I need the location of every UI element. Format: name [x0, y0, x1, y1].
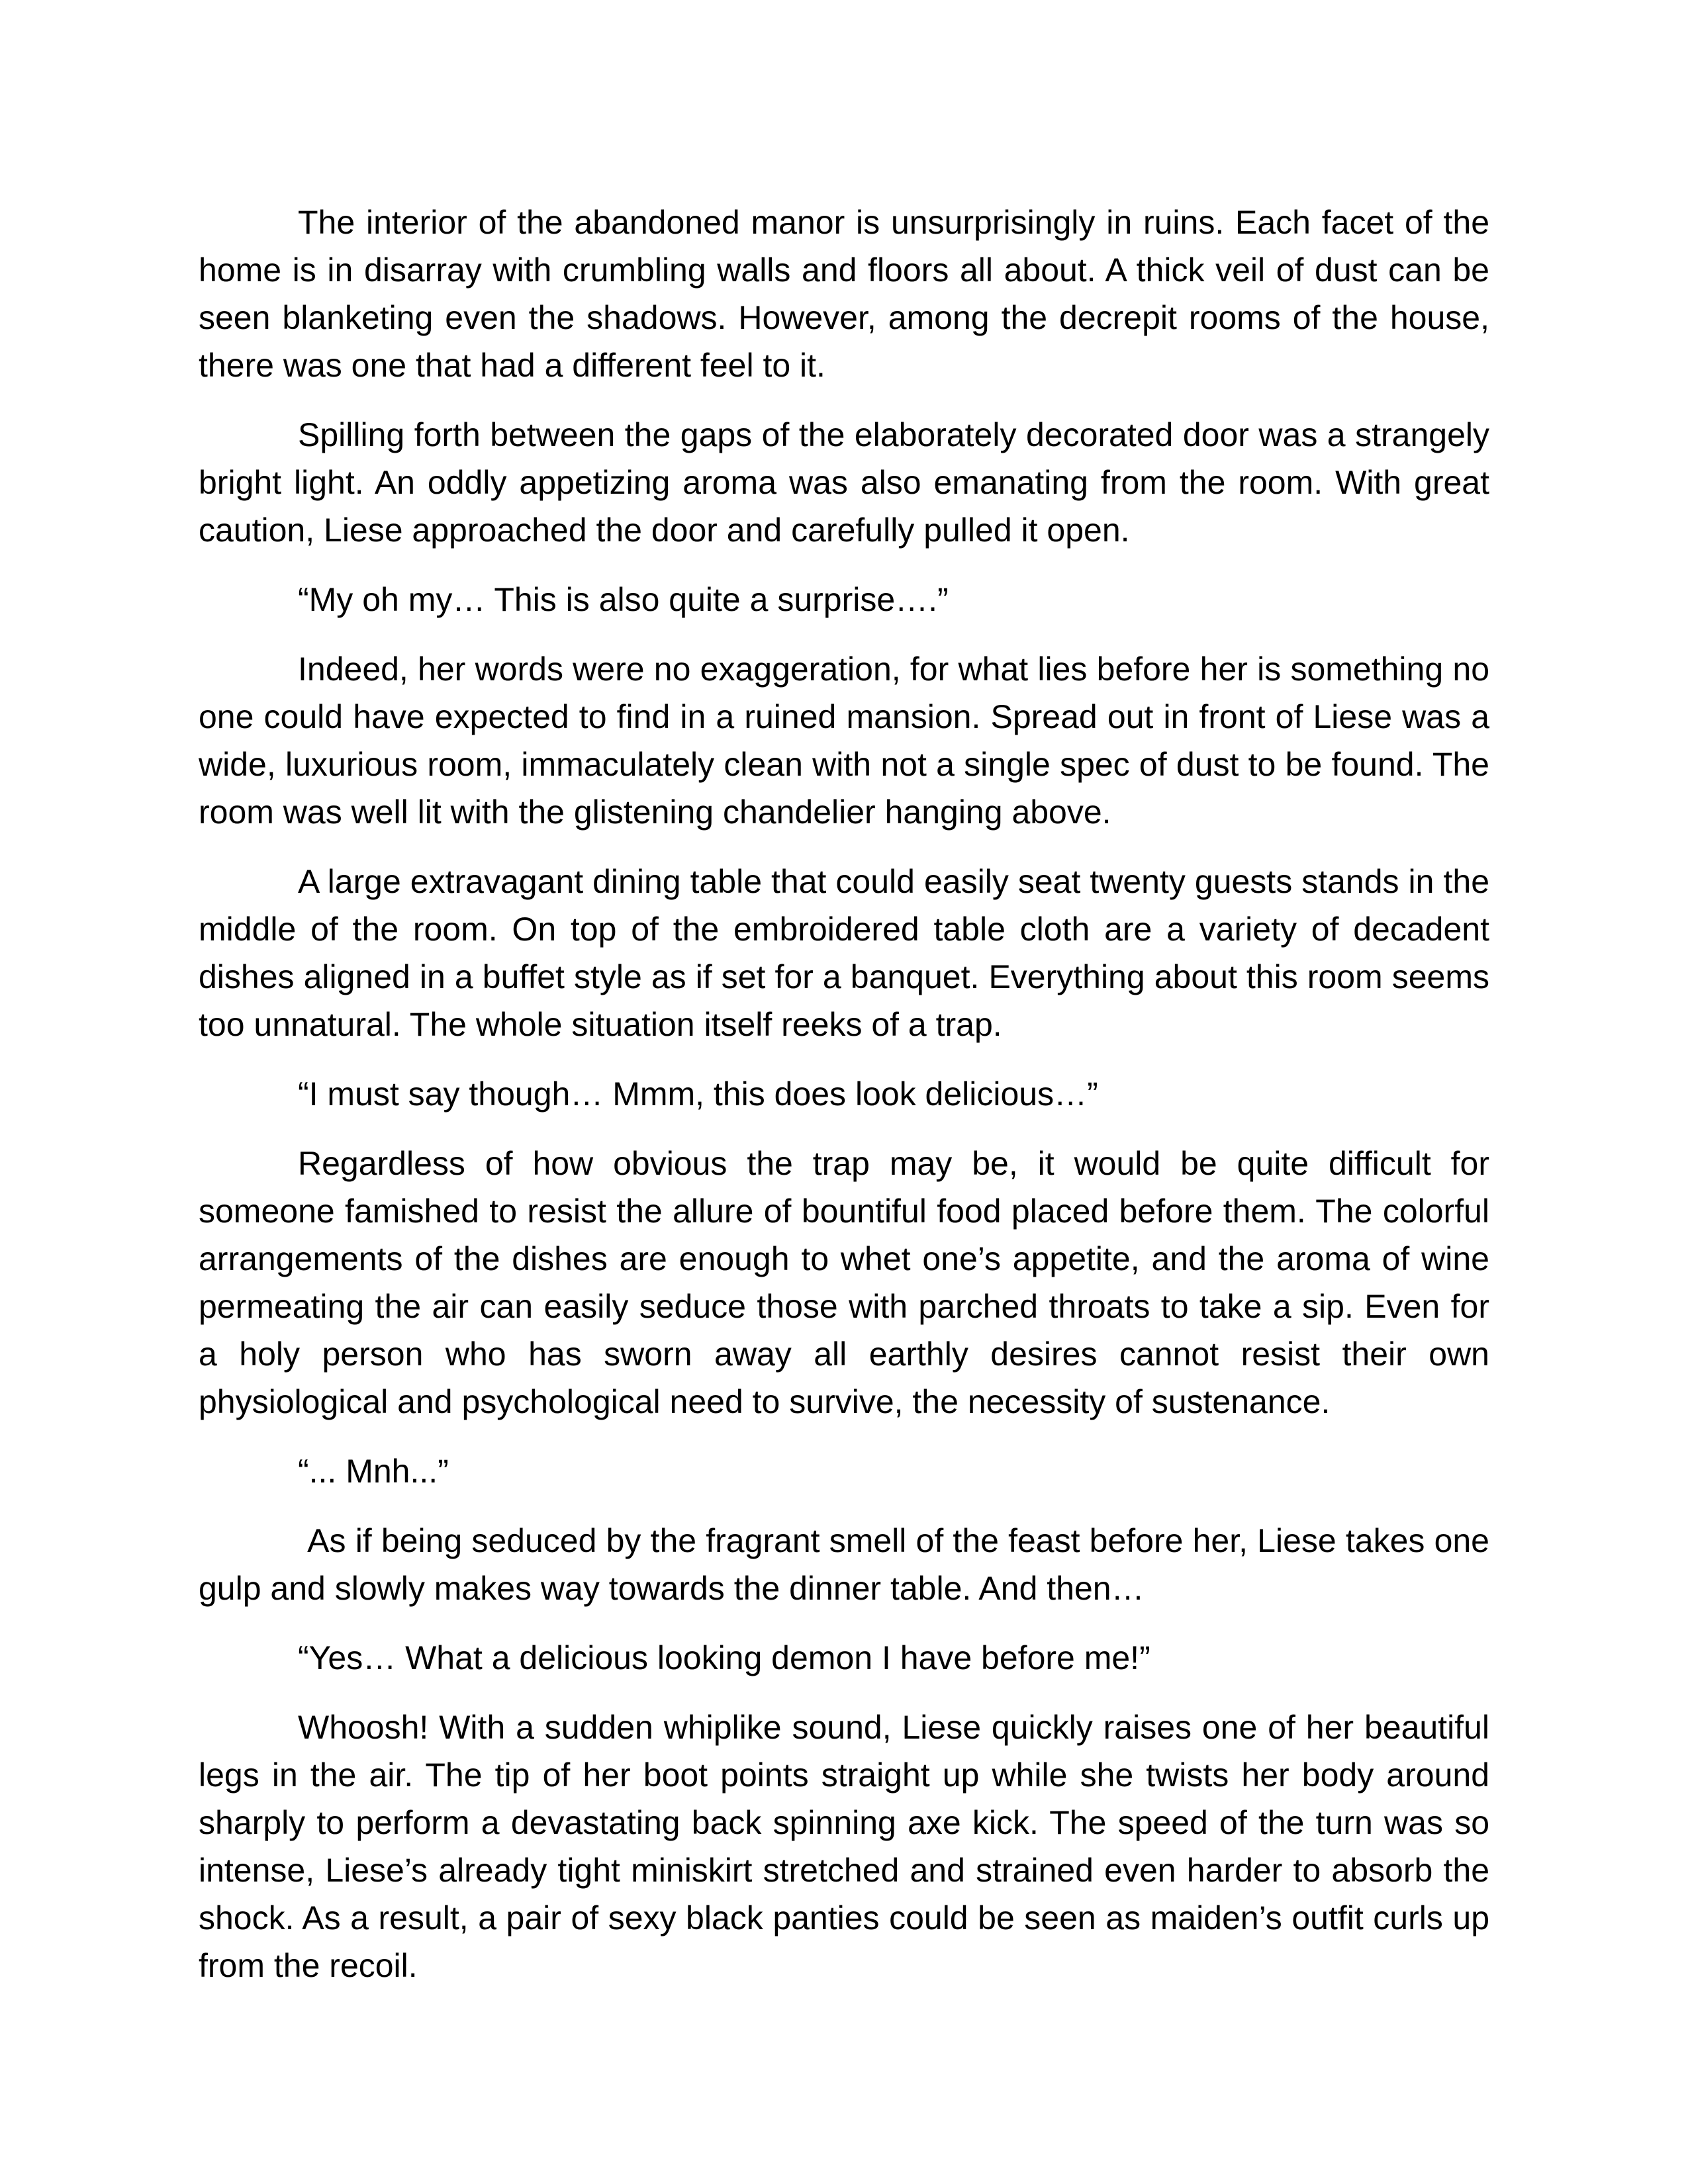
story-paragraph: Regardless of how obvious the trap may be, it would be quite difficult for someone famished to resist the allure of bountiful food placed before them. The colorful arrangements of the dishes are enough to whet one’s appetite, and the aroma of wine permeating the air can easily seduce those with parched throats to take a sip. Even for a holy person who has sworn away all earthly desires cannot resist their own physiological and psychological need to survive, the necessity of sustenance.	[199, 1145, 1489, 1420]
story-paragraph: Whoosh! With a sudden whiplike sound, Liese quickly raises one of her beautiful legs in the air. The tip of her boot points straight up while she twists her body around sharply to perform a devastating back spinning axe kick. The speed of the turn was so intense, Liese’s already tight miniskirt stretched and strained even harder to absorb the shock. As a result, a pair of sexy black panties could be seen as maiden’s outfit curls up from the recoil.	[199, 1709, 1489, 1984]
dialogue-line: “... Mnh...”	[298, 1453, 449, 1490]
story-text	[199, 199, 1489, 1989]
dialogue-line: “My oh my… This is also quite a surprise….”	[298, 581, 949, 618]
story-paragraph: Spilling forth between the gaps of the elaborately decorated door was a strangely bright light. An oddly appetizing aroma was also emanating from the room. With great caution, Liese approached the door and carefully pulled it open.	[199, 416, 1489, 549]
story-paragraph: As if being seduced by the fragrant smell of the feast before her, Liese takes one gulp and slowly makes way towards the dinner table. And then…	[199, 1522, 1489, 1607]
story-paragraph: A large extravagant dining table that could easily seat twenty guests stands in the middle of the room. On top of the embroidered table cloth are a variety of decadent dishes aligned in a buffet style as if set for a banquet. Everything about this room seems too unnatural. The whole situation itself reeks of a trap.	[199, 863, 1489, 1043]
story-paragraph: The interior of the abandoned manor is unsurprisingly in ruins. Each facet of the home is in disarray with crumbling walls and floors all about. A thick veil of dust can be seen blanketing even the shadows. However, among the decrepit rooms of the house, there was one that had a different feel to it.	[199, 204, 1489, 384]
story-paragraph: Indeed, her words were no exaggeration, for what lies before her is something no one could have expected to find in a ruined mansion. Spread out in front of Liese was a wide, luxurious room, immaculately clean with not a single spec of dust to be found. The room was well lit with the glistening chandelier hanging above.	[199, 651, 1489, 831]
dialogue-line: “Yes… What a delicious looking demon I have before me!”	[298, 1639, 1150, 1676]
dialogue-line: “I must say though… Mmm, this does look delicious…”	[298, 1075, 1098, 1113]
